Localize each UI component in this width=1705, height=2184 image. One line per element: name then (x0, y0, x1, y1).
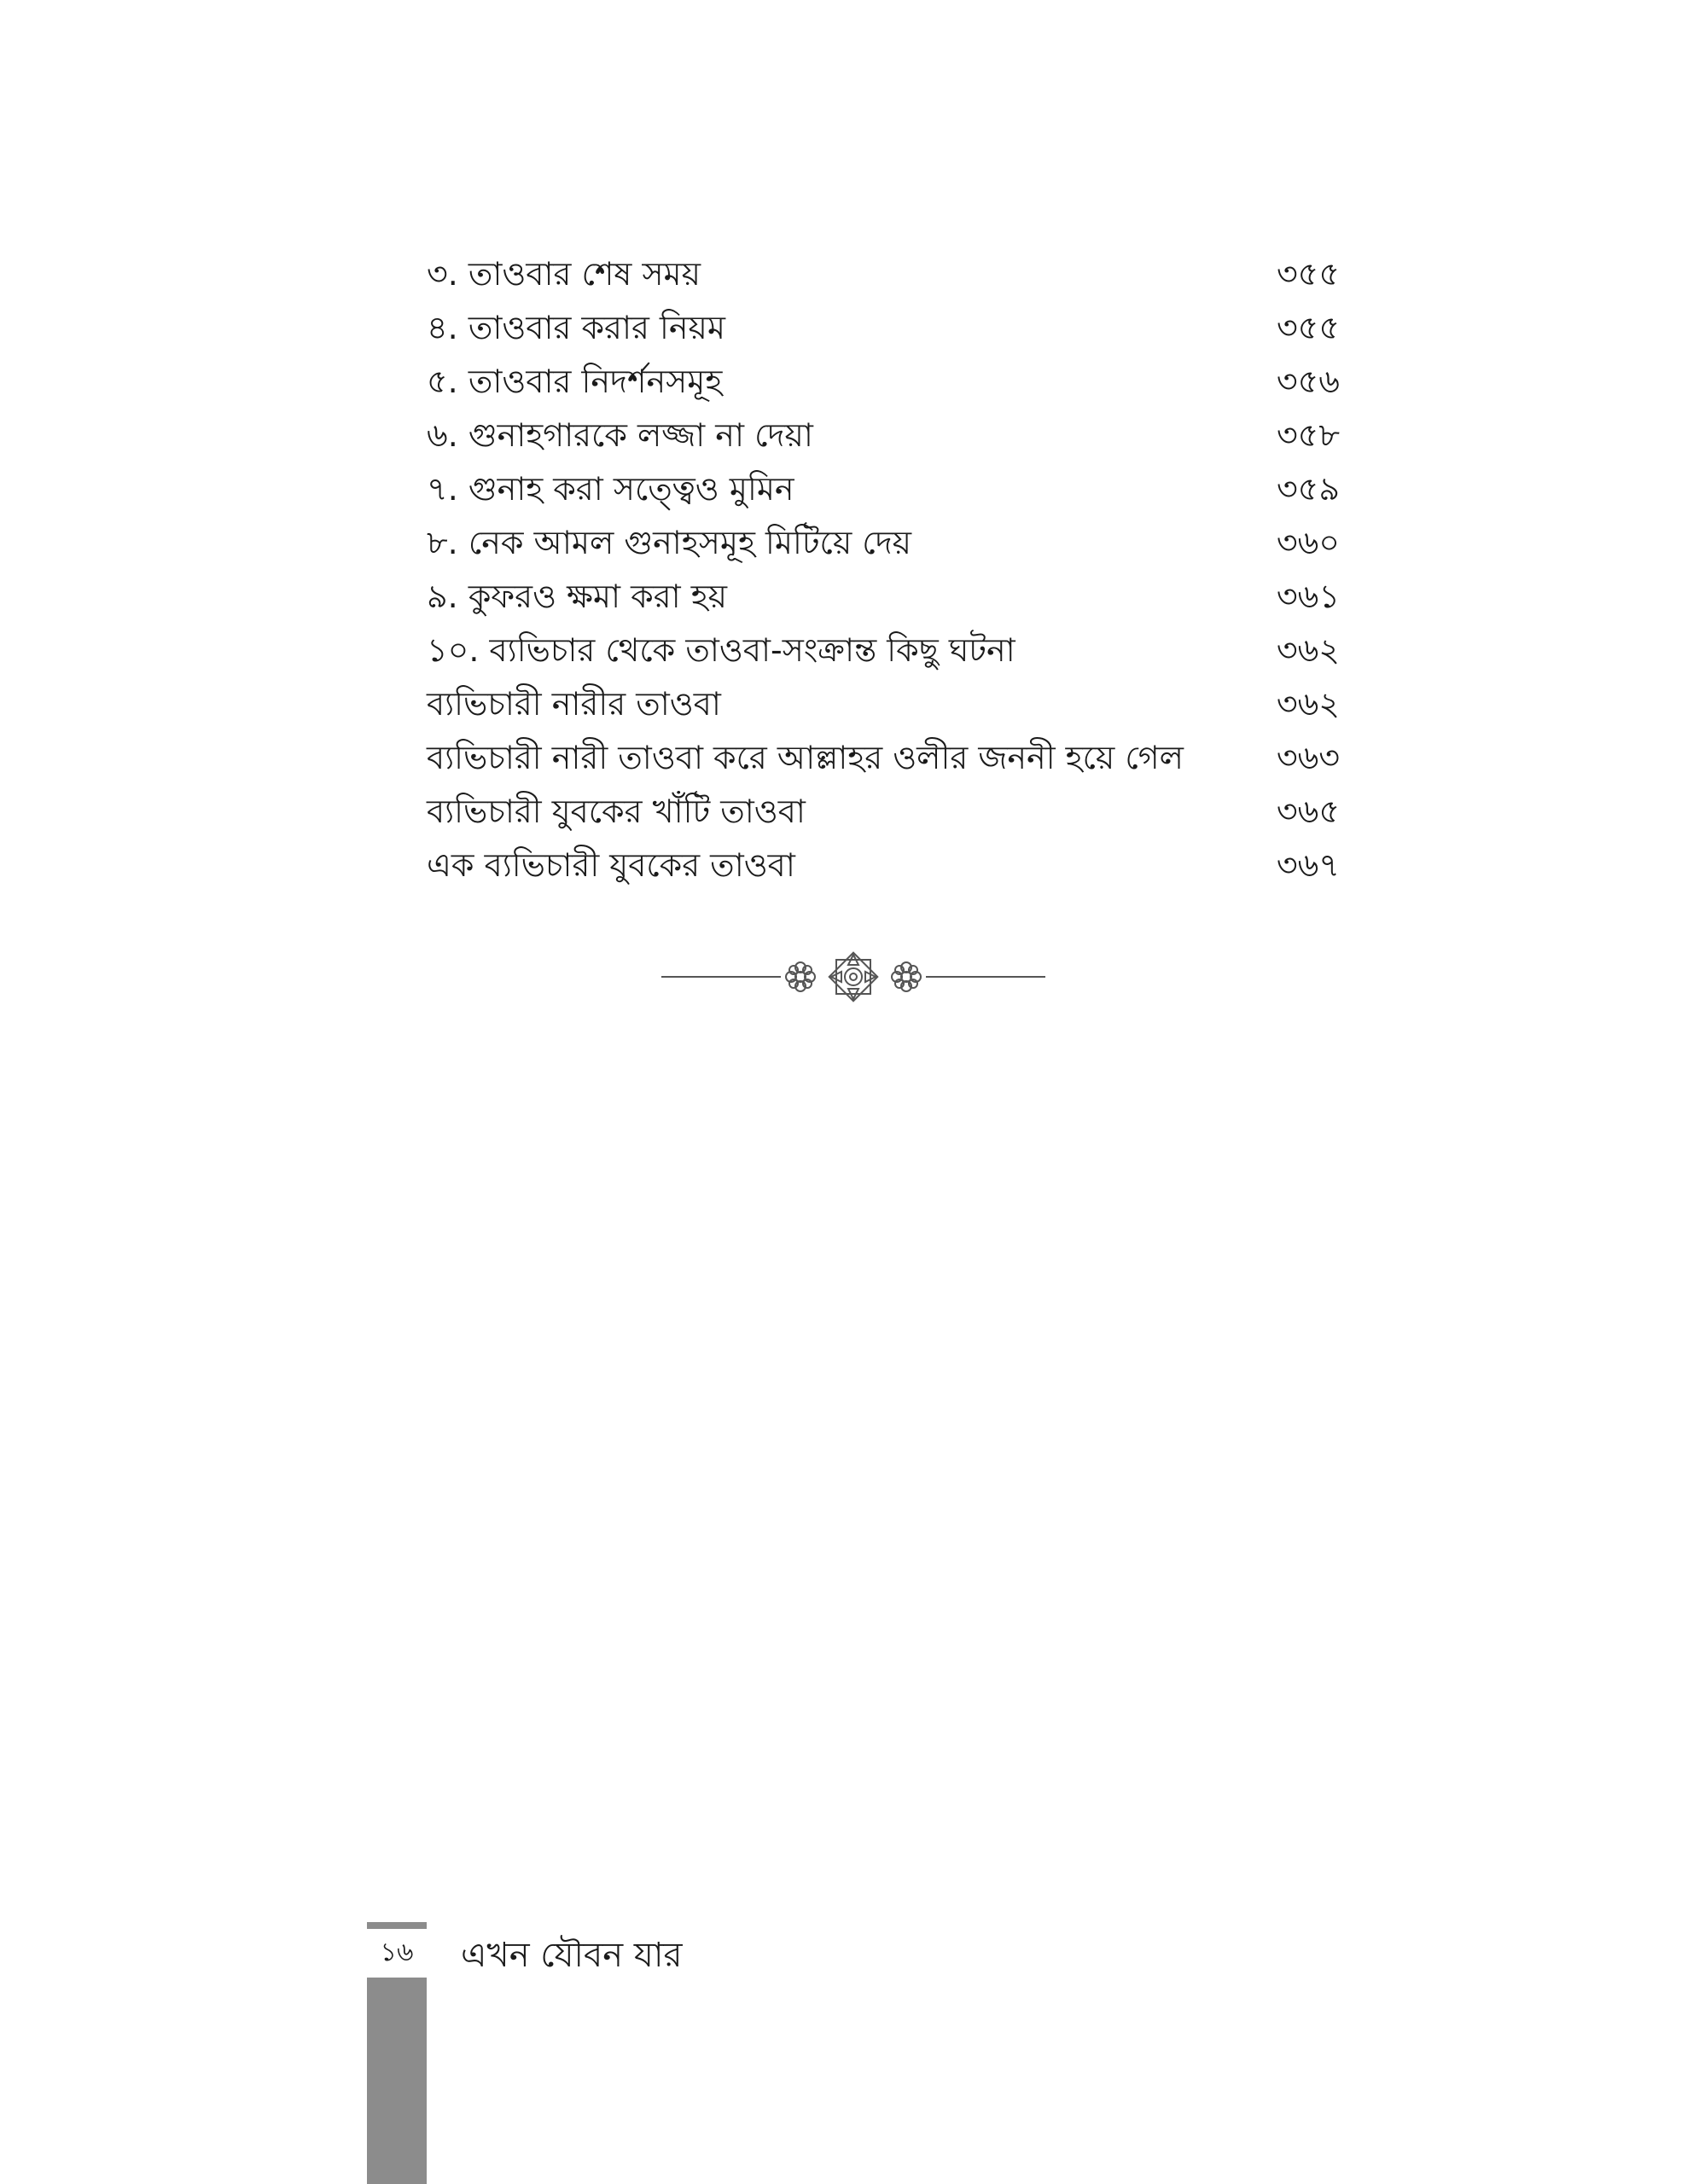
toc-entry (427, 516, 1340, 570)
toc-entry (427, 785, 1340, 839)
toc-entry-page: ৩৬০ (1276, 524, 1340, 561)
toc-entry-title: ৭. গুনাহ করা সত্ত্বেও মুমিন (427, 470, 794, 508)
small-flower-icon (786, 962, 815, 991)
toc-entry-title: ৬. গুনাহগারকে লজ্জা না দেয়া (427, 416, 813, 454)
toc-entry-page: ৩৫৬ (1276, 363, 1340, 400)
footer-bar (367, 1978, 427, 2184)
toc-entry-page: ৩৬২ (1276, 631, 1340, 669)
toc-entry-title: এক ব্যভিচারী যুবকের তাওবা (427, 846, 795, 884)
toc-entry (427, 355, 1340, 409)
running-book-title: এখন যৌবন যার (461, 1936, 683, 1975)
toc-entry (427, 677, 1340, 731)
toc-entry-title: ব্যভিচারী যুবকের খাঁটি তাওবা (427, 793, 806, 830)
toc-entry-title: ৫. তাওবার নিদর্শনসমূহ (427, 363, 723, 400)
toc-entry-page: ৩৫৫ (1276, 255, 1340, 293)
toc-entry-title: ১০. ব্যভিচার থেকে তাওবা-সংক্রান্ত কিছু ঘটনা (427, 631, 1015, 669)
toc-entry-page: ৩৬১ (1276, 578, 1340, 615)
small-flower-icon (892, 962, 921, 991)
toc-entry-title: ৮. নেক আমল গুনাহসমূহ মিটিয়ে দেয় (427, 524, 912, 561)
toc-entry-title: ব্যভিচারী নারী তাওবা করে আল্লাহর ওলীর জননী হয়ে গেল (427, 739, 1184, 776)
toc-entry-title: ৩. তাওবার শেষ সময় (427, 255, 701, 293)
toc-entry (427, 839, 1340, 892)
floral-divider-ornament (661, 947, 1045, 1007)
toc-entry-title: ব্যভিচারী নারীর তাওবা (427, 685, 721, 723)
toc-entry-title: ৪. তাওবার করার নিয়ম (427, 309, 725, 346)
large-flower-icon (829, 953, 878, 1002)
toc-entry-page: ৩৬৩ (1276, 739, 1340, 776)
toc-entry (427, 301, 1340, 355)
toc-entry (427, 247, 1340, 301)
toc-entry (427, 462, 1340, 516)
toc-entry (427, 731, 1340, 785)
toc-entry-page: ৩৫৯ (1276, 470, 1340, 508)
footer-bar-accent (367, 1922, 427, 1929)
table-of-contents (427, 247, 1340, 892)
toc-entry-page: ৩৫৫ (1276, 309, 1340, 346)
page-number: ১৬ (380, 1937, 414, 1967)
toc-entry (427, 624, 1340, 677)
toc-entry (427, 409, 1340, 462)
toc-entry-page: ৩৬২ (1276, 685, 1340, 723)
toc-entry-page: ৩৫৮ (1276, 416, 1340, 454)
toc-entry (427, 570, 1340, 624)
toc-entry-page: ৩৬৭ (1276, 846, 1340, 884)
toc-entry-title: ৯. কুফরও ক্ষমা করা হয় (427, 578, 728, 615)
toc-entry-page: ৩৬৫ (1276, 793, 1340, 830)
